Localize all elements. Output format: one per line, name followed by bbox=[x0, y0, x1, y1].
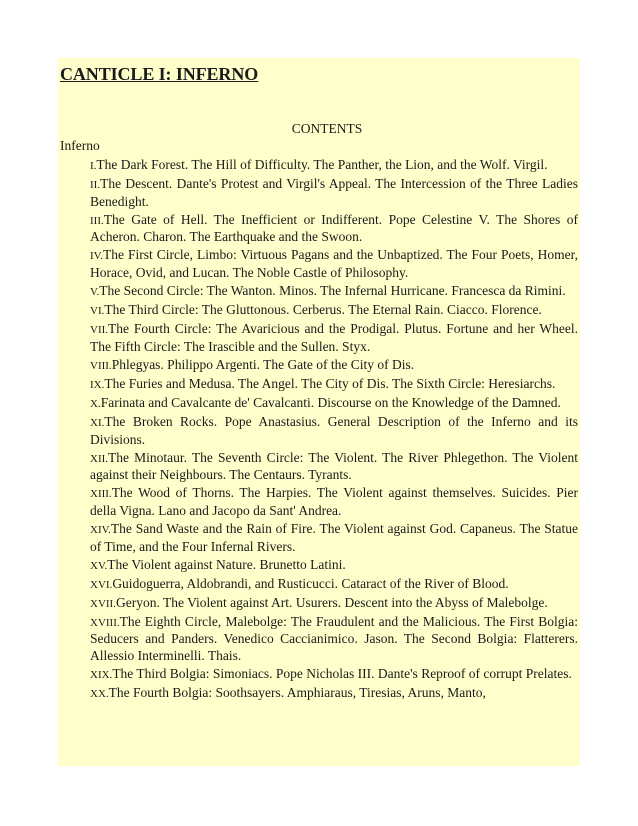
canto-summary: The Wood of Thorns. The Harpies. The Violent against themselves. Suicides. Pier della Vigna. Lano and Jacopo da Sant' Andrea. bbox=[90, 485, 578, 518]
canto-entry[interactable] bbox=[90, 557, 578, 575]
canto-number: I. bbox=[90, 160, 97, 172]
canto-summary: The Third Circle: The Gluttonous. Cerberus. The Eternal Rain. Ciacco. Florence. bbox=[104, 302, 542, 318]
canto-summary: The Descent. Dante's Protest and Virgil's Appeal. The Intercession of the Three Ladies Benedight. bbox=[90, 176, 578, 209]
canto-entry[interactable] bbox=[90, 176, 578, 210]
canto-number: XVIII. bbox=[90, 616, 120, 629]
canto-summary: Guidoguerra, Aldobrandi, and Rusticucci. Cataract of the River of Blood. bbox=[112, 575, 509, 591]
canto-entry[interactable] bbox=[90, 376, 578, 394]
canto-entry[interactable] bbox=[90, 576, 578, 594]
canto-summary: Farinata and Cavalcante de' Cavalcanti. Discourse on the Knowledge of the Damned. bbox=[100, 394, 561, 410]
canto-entry[interactable] bbox=[90, 302, 578, 320]
canto-entry[interactable] bbox=[90, 414, 578, 448]
canto-entry[interactable] bbox=[90, 595, 578, 613]
canto-number: XVII. bbox=[90, 597, 116, 610]
canto-number: XVI. bbox=[90, 578, 113, 591]
canto-number: VIII. bbox=[90, 359, 112, 372]
canto-summary: The Fourth Circle: The Avaricious and the Prodigal. Plutus. Fortune and her Wheel. The Fifth Circle: The Irascible and the Sullen. Styx. bbox=[90, 321, 578, 354]
canto-number: VII. bbox=[90, 324, 109, 337]
canto-number: III. bbox=[90, 214, 104, 227]
canto-number: II. bbox=[90, 179, 101, 191]
canto-number: XX. bbox=[90, 688, 109, 701]
canto-entry[interactable] bbox=[90, 283, 578, 301]
canticle-title: CANTICLE I: INFERNO bbox=[60, 64, 259, 84]
canto-entry[interactable] bbox=[90, 450, 578, 484]
canto-number: XI. bbox=[90, 416, 105, 429]
canto-number: V. bbox=[90, 286, 100, 299]
canto-entry[interactable] bbox=[90, 614, 578, 665]
canto-summary: The Furies and Medusa. The Angel. The City of Dis. The Sixth Circle: Heresiarchs. bbox=[104, 375, 556, 391]
canto-summary: The Dark Forest. The Hill of Difficulty. The Panther, the Lion, and the Wolf. Virgil. bbox=[96, 157, 548, 172]
canto-number: IV. bbox=[90, 250, 103, 263]
section-label: Inferno bbox=[60, 138, 100, 153]
canto-entry[interactable] bbox=[90, 485, 578, 519]
canto-summary: The Minotaur. The Seventh Circle: The Violent. The River Phlegethon. The Violent against their Neighbours. The Centaurs. Tyrants. bbox=[90, 449, 578, 483]
canto-entry[interactable] bbox=[90, 157, 578, 175]
canto-summary: The Gate of Hell. The Inefficient or Indifferent. Pope Celestine V. The Shores of Acheron. Charon. The Earthquake and the Swoon. bbox=[90, 211, 578, 245]
canto-number: IX. bbox=[90, 378, 105, 391]
document-page bbox=[58, 58, 580, 766]
canto-entry[interactable] bbox=[90, 395, 578, 413]
canto-summary: Geryon. The Violent against Art. Usurers. Descent into the Abyss of Malebolge. bbox=[115, 594, 548, 610]
canto-summary: Phlegyas. Philippo Argenti. The Gate of the City of Dis. bbox=[111, 356, 415, 372]
canto-entry[interactable] bbox=[90, 357, 578, 375]
canto-entry[interactable] bbox=[90, 685, 578, 703]
canto-number: X. bbox=[90, 397, 101, 410]
canto-entry[interactable] bbox=[90, 212, 578, 246]
canto-summary: The Sand Waste and the Rain of Fire. The Violent against God. Capaneus. The Statue of Time, and the Four Infernal Rivers. bbox=[90, 520, 578, 554]
canto-summary: The Second Circle: The Wanton. Minos. The Infernal Hurricane. Francesca da Rimini. bbox=[99, 283, 566, 299]
canto-entry[interactable] bbox=[90, 521, 578, 555]
canto-summary: The Violent against Nature. Brunetto Latini. bbox=[107, 556, 346, 572]
canto-summary: The Eighth Circle, Malebolge: The Fraudulent and the Malicious. The First Bolgia: Seducers and Panders. Venedico Caccianimico. Jason. The Second Bolgia: Flatterers. Allessio Interminelli. Thais. bbox=[90, 613, 578, 664]
canto-number: VI. bbox=[90, 305, 105, 318]
canto-list bbox=[90, 157, 578, 704]
canto-entry[interactable] bbox=[90, 321, 578, 355]
canto-number: XII. bbox=[90, 452, 109, 465]
canto-number: XIX. bbox=[90, 669, 113, 682]
canto-summary: The Third Bolgia: Simoniacs. Pope Nicholas III. Dante's Reproof of corrupt Prelates. bbox=[112, 666, 572, 682]
canto-entry[interactable] bbox=[90, 666, 578, 684]
canto-summary: The First Circle, Limbo: Virtuous Pagans and the Unbaptized. The Four Poets, Homer, Horace, Ovid, and Lucan. The Noble Castle of Philosophy. bbox=[90, 247, 578, 281]
canto-entry[interactable] bbox=[90, 247, 578, 281]
canto-summary: The Fourth Bolgia: Soothsayers. Amphiaraus, Tiresias, Aruns, Manto, bbox=[108, 685, 486, 701]
contents-heading: CONTENTS bbox=[291, 121, 363, 136]
canto-number: XIV. bbox=[90, 523, 111, 536]
canto-number: XV. bbox=[90, 559, 108, 572]
canto-number: XIII. bbox=[90, 488, 112, 501]
canto-summary: The Broken Rocks. Pope Anastasius. General Description of the Inferno and its Divisions. bbox=[90, 413, 578, 447]
